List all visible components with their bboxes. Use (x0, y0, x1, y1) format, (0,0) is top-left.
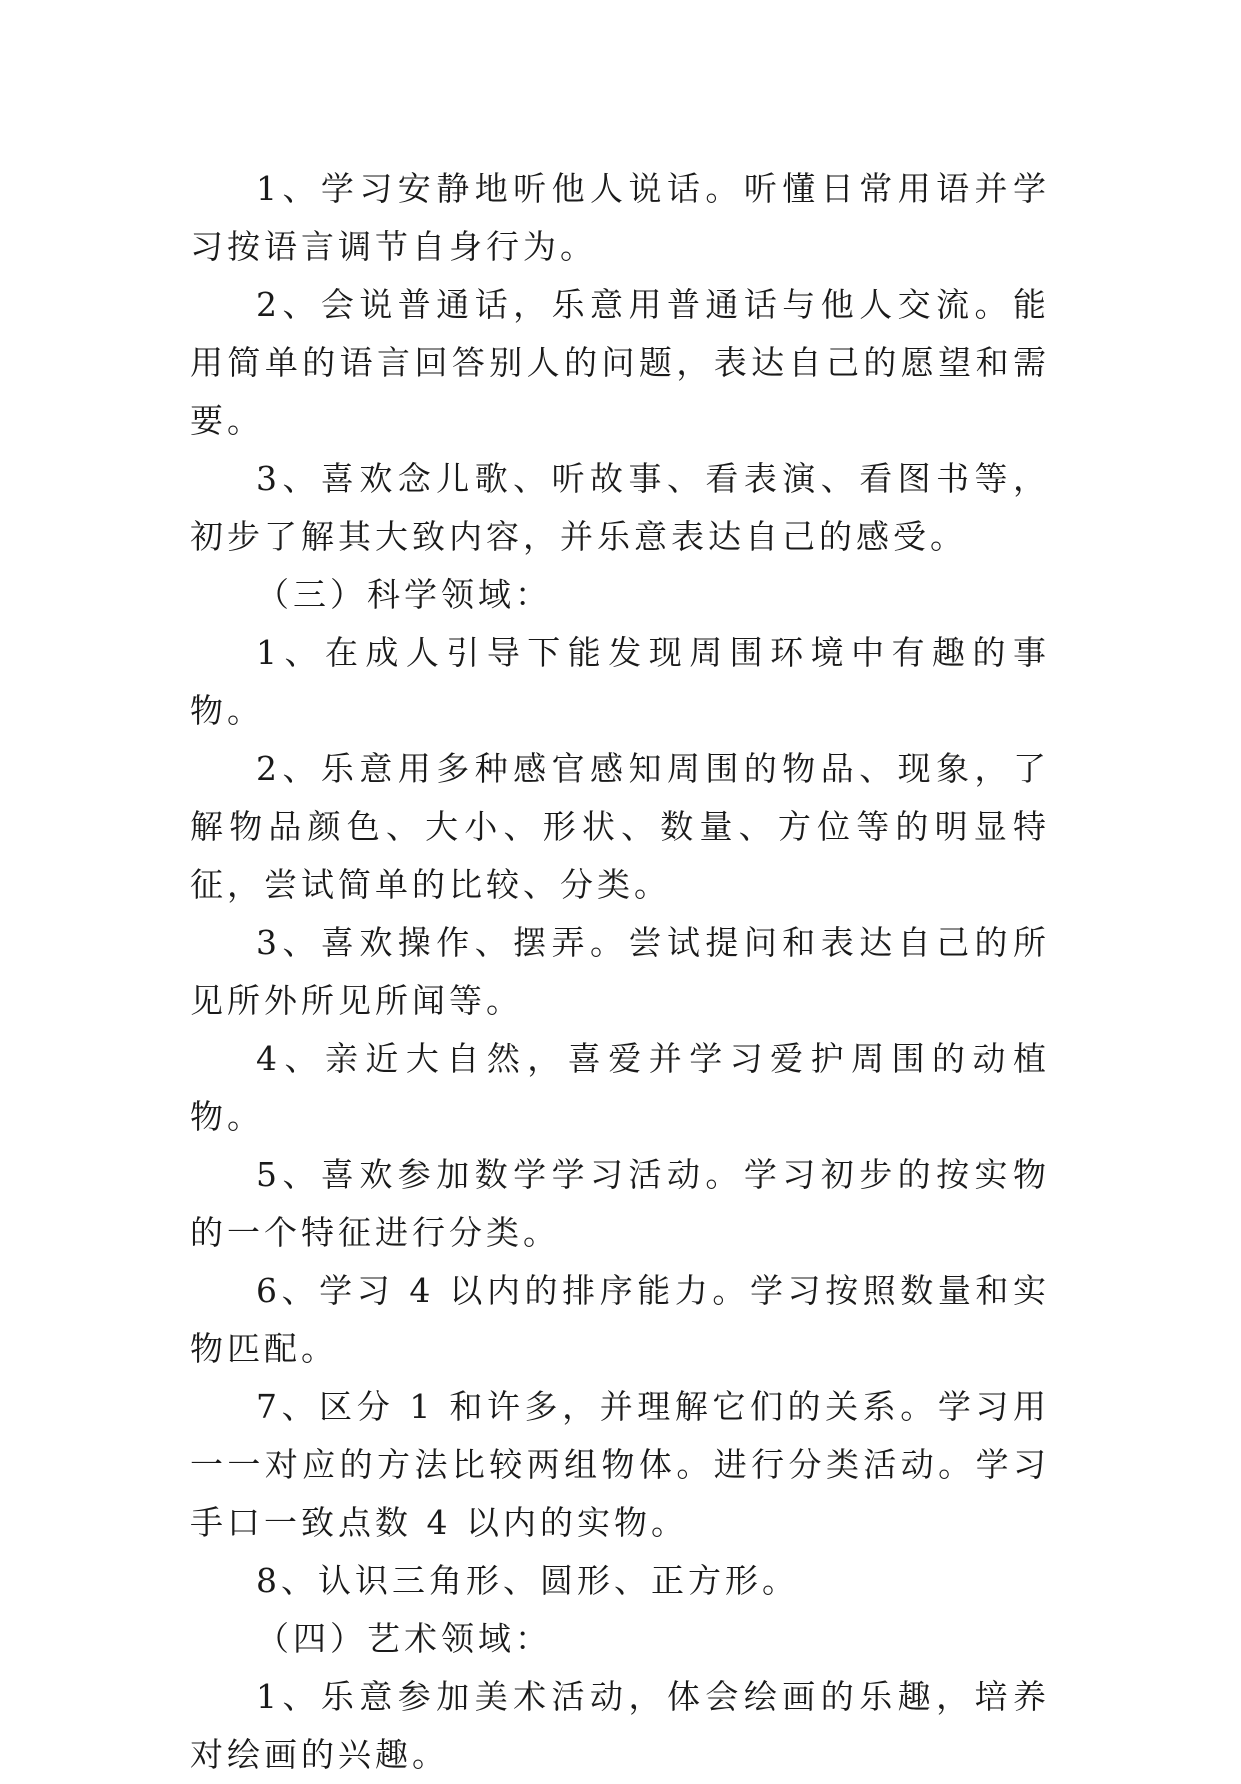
section-heading-art: （四）艺术领域： (256, 1619, 552, 1658)
paragraph-science-3: 3、喜欢操作、摆弄。尝试提问和表达自己的所见所外所见所闻等。 (190, 923, 1050, 1020)
paragraph-science-8: 8、认识三角形、圆形、正方形。 (256, 1561, 799, 1600)
paragraph-language-3: 3、喜欢念儿歌、听故事、看表演、看图书等，初步了解其大致内容，并乐意表达自己的感受。 (190, 459, 1050, 556)
paragraph-science-5: 5、喜欢参加数学学习活动。学习初步的按实物的一个特征进行分类。 (190, 1155, 1050, 1252)
paragraph-language-2: 2、会说普通话，乐意用普通话与他人交流。能用简单的语言回答别人的问题，表达自己的愿望和需要。 (190, 285, 1050, 440)
paragraph-science-2: 2、乐意用多种感官感知周围的物品、现象，了解物品颜色、大小、形状、数量、方位等的明显特征，尝试简单的比较、分类。 (190, 749, 1050, 904)
paragraph-science-7: 7、区分 1 和许多，并理解它们的关系。学习用一一对应的方法比较两组物体。进行分类活动。学习手口一致点数 4 以内的实物。 (190, 1387, 1050, 1542)
paragraph-science-4: 4、亲近大自然，喜爱并学习爱护周围的动植物。 (190, 1039, 1050, 1136)
section-heading-science: （三）科学领域： (256, 575, 552, 614)
paragraph-science-1: 1、在成人引导下能发现周围环境中有趣的事物。 (190, 633, 1050, 730)
paragraph-science-6: 6、学习 4 以内的排序能力。学习按照数量和实物匹配。 (190, 1271, 1050, 1368)
document-body (190, 160, 1050, 1784)
paragraph-art-1: 1、乐意参加美术活动，体会绘画的乐趣，培养对绘画的兴趣。 (190, 1677, 1050, 1774)
paragraph-language-1: 1、学习安静地听他人说话。听懂日常用语并学习按语言调节自身行为。 (190, 169, 1050, 266)
